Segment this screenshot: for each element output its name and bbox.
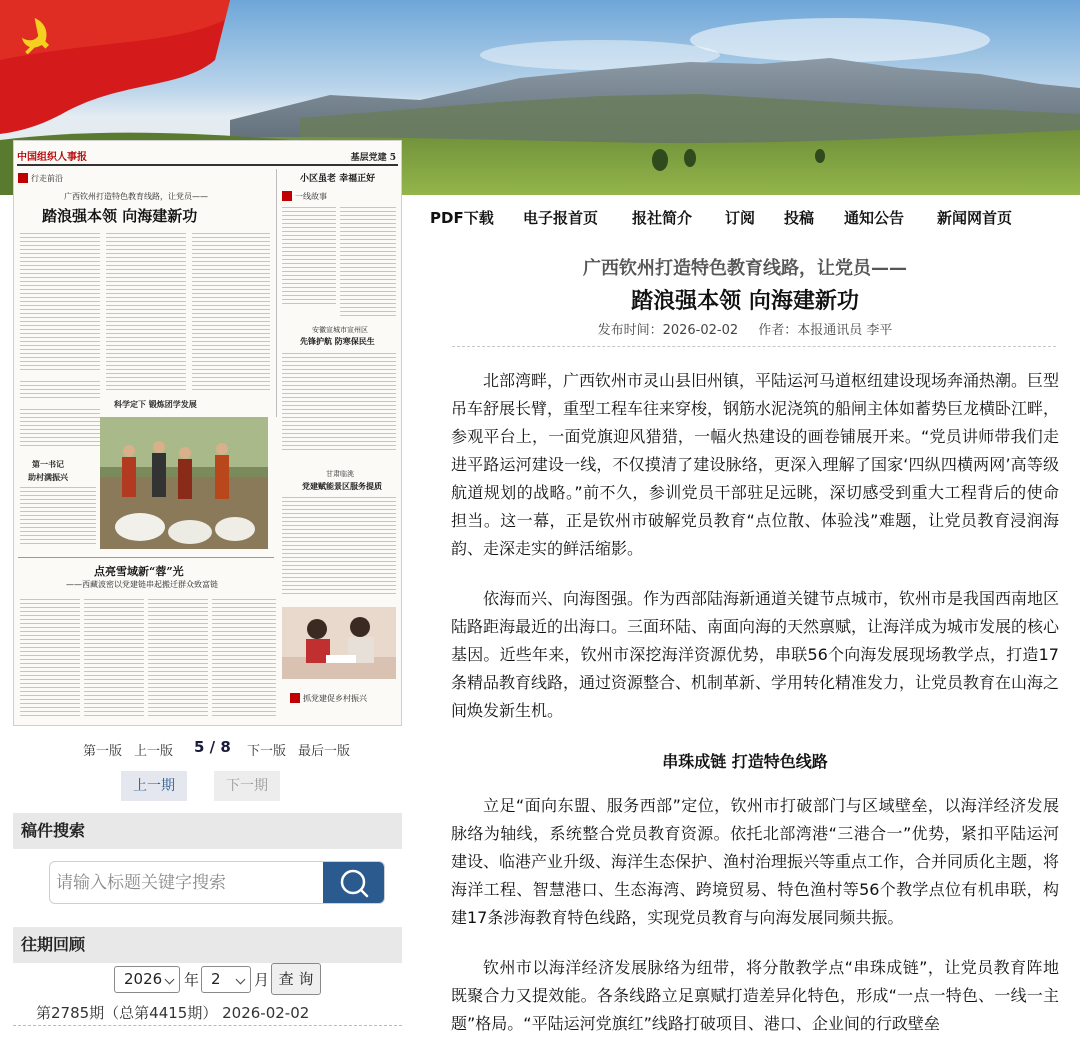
search-box: [49, 861, 385, 904]
month-unit-label: 月: [254, 971, 270, 989]
newspaper-page-image[interactable]: [13, 140, 402, 726]
archive-section-heading: 往期回顾: [13, 927, 402, 963]
text-column: [340, 207, 396, 317]
paper-bottom-headline: 点亮雪域新“蓉”光: [94, 565, 184, 578]
paper-kicker: 广西钦州打造特色教育线路，让党员——: [64, 192, 208, 201]
last-page-link[interactable]: 最后一版: [298, 744, 351, 759]
year-unit-label: 年: [184, 971, 200, 989]
text-column: [282, 207, 336, 307]
next-page-link[interactable]: 下一版: [247, 744, 287, 759]
year-select[interactable]: [114, 966, 180, 993]
search-input[interactable]: [50, 862, 326, 903]
search-icon: [337, 866, 371, 900]
next-issue-button[interactable]: 下一期: [214, 771, 280, 801]
nav-notices[interactable]: 通知公告: [844, 209, 905, 227]
nav-epaper-home[interactable]: 电子报首页: [523, 209, 599, 227]
page-indicator: 5 / 8: [194, 738, 231, 756]
article-author: 作者：本报通讯员 李平: [758, 323, 893, 338]
search-button[interactable]: [323, 862, 384, 903]
article-subtitle: 广西钦州打造特色教育线路，让党员——: [583, 258, 907, 279]
text-column: [148, 599, 208, 719]
article-divider: [452, 346, 1056, 347]
query-button[interactable]: 查 询: [271, 963, 321, 995]
issue-info-link[interactable]: 第2785期（总第4415期） 2026-02-02: [36, 1004, 310, 1022]
text-column: [20, 487, 96, 547]
article-paragraph: 依海而兴、向海图强。作为西部陆海新通道关键节点城市，钦州市是我国西南地区陆路距海最近的出海口。三面环陆、南面向海的天然禀赋，让海洋成为城市发展的核心基因。近些年来，钦州市深挖海洋资源优势，串联56个向海发展现场教学点，打造17条精品教育线路，通过资源整合、机制革新、学用转化精准发力，让党员教育在山海之间焕发新生机。: [451, 589, 1060, 720]
text-column: [212, 599, 276, 719]
text-column: [20, 233, 100, 373]
nav-about[interactable]: 报社简介: [632, 209, 693, 227]
divider: [13, 1025, 402, 1026]
photo-children-reading: [282, 607, 396, 679]
text-column: [192, 233, 270, 393]
photo-herders: [100, 417, 268, 549]
newspaper-logo: 中国组织人事报: [17, 152, 87, 163]
chevron-down-icon: [165, 975, 175, 985]
month-select[interactable]: [201, 966, 251, 993]
column-divider: [276, 169, 277, 417]
section-badge: 行走前沿: [18, 173, 63, 184]
edition-label: 基层党建 5: [350, 153, 396, 163]
article-title: 踏浪强本领 向海建新功: [631, 289, 859, 314]
text-column: [84, 599, 144, 719]
nav-news-home[interactable]: 新闻网首页: [937, 209, 1013, 227]
paper-mid-title-2: 先锋护航 防寒保民生: [300, 336, 375, 346]
paper-bottom-badge: 抓党建促乡村振兴: [290, 693, 367, 704]
paper-bottom-kicker: ——西藏波密以党建链串起搬迁群众致富链: [66, 580, 218, 589]
paper-right-title: 小区虽老 幸福正好: [300, 174, 376, 184]
month-value: 2: [211, 970, 221, 988]
publish-time: 发布时间：2026-02-02: [597, 323, 739, 338]
paper-mid-title-4: 党建赋能景区服务提质: [302, 481, 382, 491]
article-meta: [410, 319, 1080, 338]
article-paragraph: 立足“面向东盟、服务西部”定位，钦州市打破部门与区域壁垒，以海洋经济发展脉络为轴线，系统整合党员教育资源。依托北部湾港“三港合一”优势，紧扣平陆运河建设、临港产业升级、海洋生态保护、渔村治理振兴等重点工作，合并同质化主题，将海洋工程、智慧港口、生态海湾、跨境贸易、特色渔村等56个教学点位有机串联，构建17条涉海教育特色线路，实现党员教育与向海发展同频共振。: [451, 796, 1060, 927]
prev-issue-button[interactable]: 上一期: [121, 771, 187, 801]
party-flag-image: [0, 0, 230, 135]
paper-mid-title-3: 甘肃临洮: [326, 470, 354, 478]
newspaper-masthead: [17, 146, 398, 166]
text-column: [20, 381, 100, 401]
section-divider: [18, 557, 274, 558]
nav-pdf-download[interactable]: PDF下载: [430, 209, 494, 227]
search-section-heading: 稿件搜索: [13, 813, 402, 849]
prev-page-link[interactable]: 上一版: [134, 744, 174, 759]
paper-side-note-2: 助村满振兴: [28, 473, 68, 482]
article-paragraph: 北部湾畔，广西钦州市灵山县旧州镇，平陆运河马道枢纽建设现场奔涌热潮。巨型吊车舒展长臂，重型工程车往来穿梭，钢筋水泥浇筑的船闸主体如蓄势巨龙横卧江畔，参观平台上，一面党旗迎风猎猎，一幅火热建设的画卷铺展开来。“党员讲师带我们走进平路运河建设一线，不仅摸清了建设脉络，更深入理解了国家‘四纵四横两网’高等级航道规划的战略。”前不久，参训党员干部驻足远眺，深切感受到重大工程背后的使命担当。这一幕，正是钦州市破解党员教育“点位散、体验浅”难题，让党员教育浸润海韵、走深走实的鲜活缩影。: [451, 371, 1060, 558]
paper-side-note: 第一书记: [32, 460, 64, 469]
chevron-down-icon: [236, 975, 246, 985]
first-page-link[interactable]: 第一版: [83, 744, 123, 759]
top-nav: [410, 195, 1080, 239]
article-paragraph: 钦州市以海洋经济发展脉络为纽带，将分散教学点“串珠成链”，让党员教育阵地既聚合力又提效能。各条线路立足禀赋打造差异化特色，形成“一点一特色、一线一主题”格局。“平陆运河党旗红”线路打破项目、港口、企业间的行政壁垒: [451, 958, 1059, 1033]
text-column: [282, 497, 396, 597]
year-value: 2026: [124, 970, 163, 988]
paper-headline: 踏浪强本领 向海建新功: [42, 207, 198, 225]
text-column: [282, 353, 396, 453]
nav-submit[interactable]: 投稿: [784, 209, 815, 227]
paper-right-badge: 一线故事: [282, 191, 327, 202]
text-column: [20, 409, 100, 449]
paper-subhead: 科学定下 锻炼团学发展: [114, 400, 197, 409]
nav-subscribe[interactable]: 订阅: [725, 209, 756, 227]
article-section-heading: 串珠成链 打造特色线路: [662, 752, 828, 771]
text-column: [106, 233, 186, 393]
paper-mid-title-1: 安徽宣城市宣州区: [312, 326, 368, 334]
text-column: [20, 599, 80, 719]
